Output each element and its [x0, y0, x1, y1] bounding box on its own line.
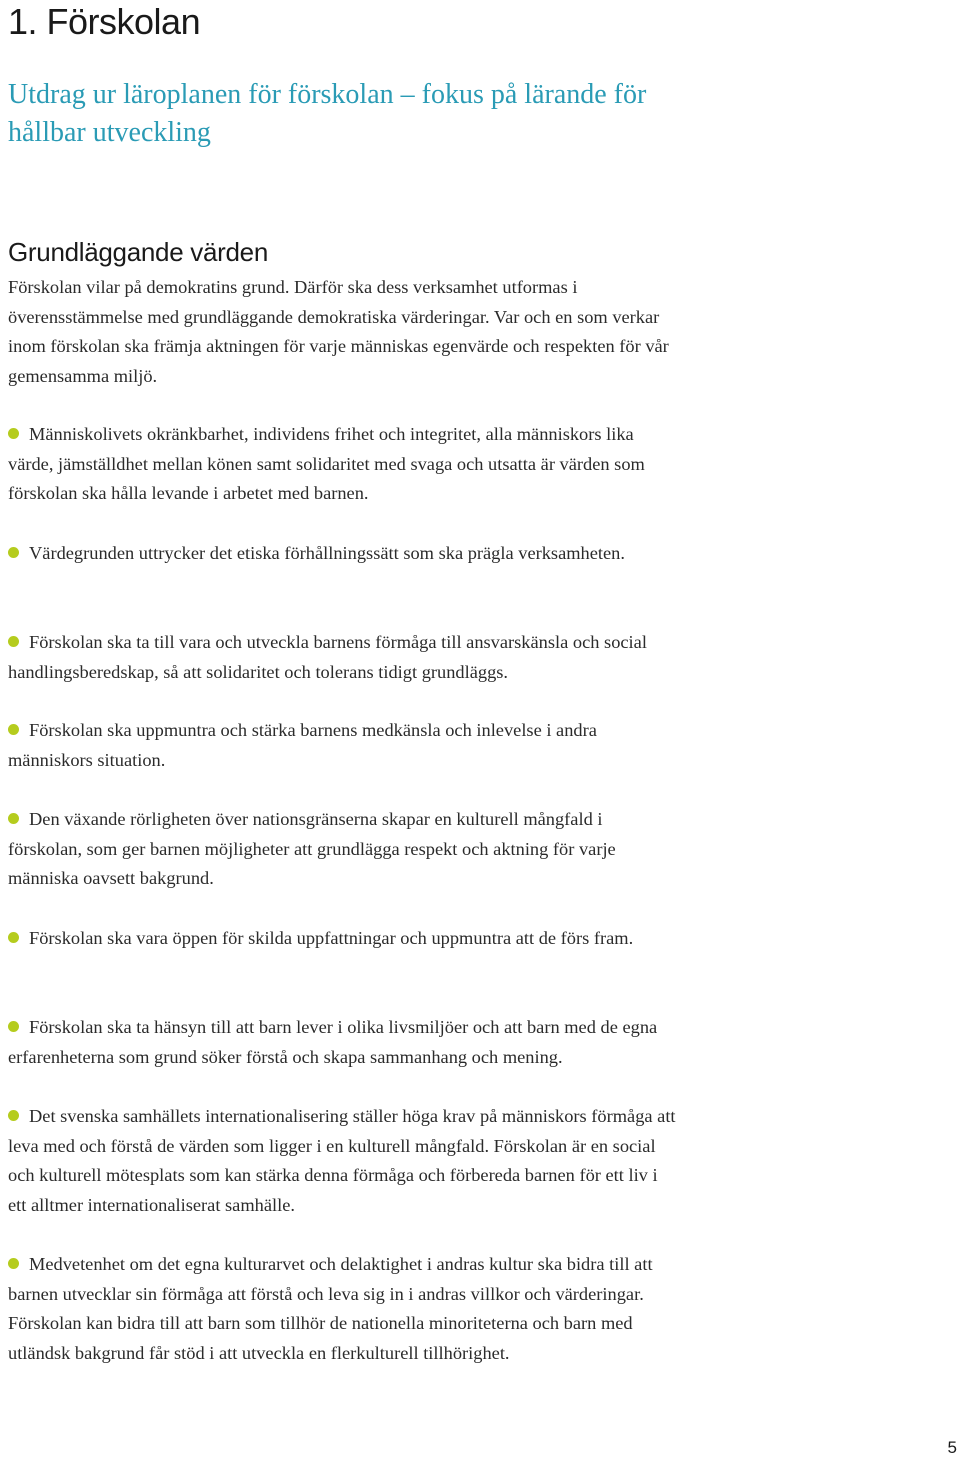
bullet-paragraph-3	[8, 628, 680, 687]
bullet-text: Förskolan ska ta till vara och utveckla barnens förmåga till ansvarskänsla och social handlingsberedskap, så att solidaritet och tolerans tidigt grundläggs.	[8, 632, 647, 682]
bullet-dot-icon	[8, 932, 19, 943]
subtitle: Utdrag ur läroplanen för förskolan – fokus på lärande för hållbar utveckling	[8, 79, 647, 148]
bullet-paragraph-9	[8, 1250, 680, 1369]
bullet-text: Förskolan ska ta hänsyn till att barn lever i olika livsmiljöer och att barn med de egna erfarenheterna som grund söker förstå och skapa sammanhang och mening.	[8, 1017, 658, 1067]
bullet-paragraph-8	[8, 1102, 680, 1221]
bullet-dot-icon	[8, 724, 19, 735]
page-number: 5	[947, 1438, 957, 1457]
bullet-text: Det svenska samhällets internationalisering ställer höga krav på människors förmåga att leva med och förstå de värden som ligger i en kulturell mångfald. Förskolan är en social och kulturell mötesplats som kan stärka denna förmåga och förbereda barnen för ett liv i ett alltmer internationaliserat samhälle.	[8, 1106, 676, 1216]
intro-paragraph: Förskolan vilar på demokratins grund. Därför ska dess verksamhet utformas i överensstämmelse med grundläggande demokratiska värderingar. Var och en som verkar inom förskolan ska främja aktningen för varje människas egenvärde och respekten för vår gemensamma miljö.	[8, 277, 669, 387]
bullet-dot-icon	[8, 428, 19, 439]
section-heading: Grundläggande värden	[8, 237, 268, 267]
bullet-paragraph-2	[8, 539, 680, 569]
bullet-text: Förskolan ska uppmuntra och stärka barnens medkänsla och inlevelse i andra människors situation.	[8, 720, 597, 770]
bullet-dot-icon	[8, 547, 19, 558]
bullet-text: Den växande rörligheten över nationsgränserna skapar en kulturell mångfald i förskolan, som ger barnen möjligheter att grundlägga respekt och aktning för varje människa oavsett bakgrund.	[8, 809, 616, 889]
bullet-dot-icon	[8, 636, 19, 647]
bullet-paragraph-4	[8, 716, 680, 775]
bullet-text: Värdegrunden uttrycker det etiska förhållningssätt som ska prägla verksamheten.	[29, 543, 625, 563]
bullet-dot-icon	[8, 813, 19, 824]
bullet-paragraph-6	[8, 924, 680, 954]
bullet-paragraph-1	[8, 420, 680, 509]
bullet-text: Förskolan ska vara öppen för skilda uppfattningar och uppmuntra att de förs fram.	[29, 928, 634, 948]
chapter-title: 1. Förskolan	[8, 1, 201, 42]
bullet-dot-icon	[8, 1258, 19, 1269]
bullet-dot-icon	[8, 1110, 19, 1121]
bullet-paragraph-7	[8, 1013, 680, 1072]
bullet-text: Människolivets okränkbarhet, individens frihet och integritet, alla människors lika värde, jämställdhet mellan könen samt solidaritet med svaga och utsatta är värden som förskolan ska hålla levande i arbetet med barnen.	[8, 424, 645, 504]
bullet-text: Medvetenhet om det egna kulturarvet och delaktighet i andras kultur ska bidra till att barnen utvecklar sin förmåga att förstå och leva sig in i andras villkor och värderingar. Förskolan kan bidra till att barn som tillhör de nationella minoriteterna och barn med utländsk bakgrund får stöd i att utveckla en flerkulturell tillhörighet.	[8, 1254, 653, 1364]
bullet-dot-icon	[8, 1021, 19, 1032]
bullet-paragraph-5	[8, 805, 680, 894]
